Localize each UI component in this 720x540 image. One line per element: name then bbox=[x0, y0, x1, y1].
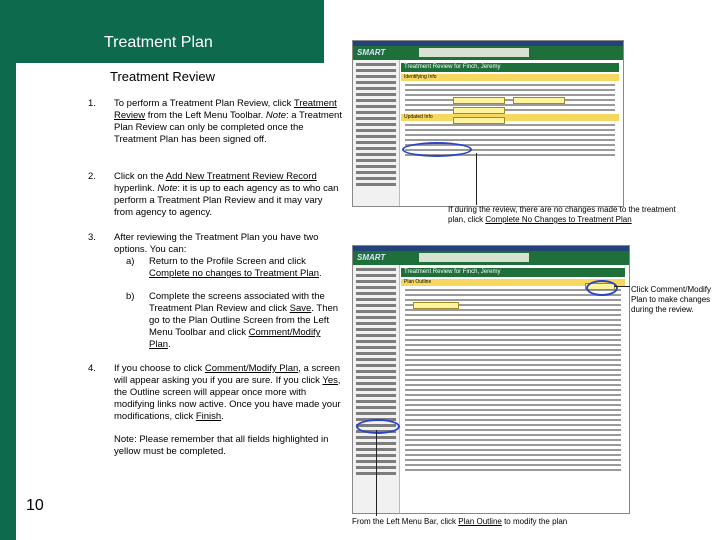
option-b-label: b) bbox=[126, 291, 135, 302]
treatment-review-link[interactable]: Treatment Review bbox=[114, 98, 337, 121]
option-b-text bbox=[149, 291, 344, 351]
complete-no-changes-link[interactable]: Complete no changes to Treatment Plan bbox=[149, 268, 320, 279]
option-b-mid: . Then go to the Plan Outline Screen from the Left Menu Toolbar and click bbox=[149, 303, 339, 338]
comment-modify-plan-link-2[interactable]: Comment/Modify Plan bbox=[204, 363, 299, 374]
pointer-line bbox=[614, 286, 630, 287]
step-3-number: 3. bbox=[88, 232, 96, 243]
step-4-mid: , a screen will appear asking you if you are sure. If you click bbox=[114, 363, 340, 386]
pointer-line bbox=[476, 153, 477, 205]
review-heading: Treatment Review for Finch, Jeremy bbox=[401, 63, 619, 72]
outline-heading: Treatment Review for Finch, Jeremy bbox=[401, 268, 625, 277]
yellow-field[interactable] bbox=[453, 97, 505, 104]
review-no-changes-callout bbox=[448, 205, 678, 225]
callout-outline-post: to modify the plan bbox=[501, 517, 568, 526]
option-b-pre: Complete the screens associated with the Treatment Plan Review and click bbox=[149, 291, 325, 314]
step-2-post: hyperlink. bbox=[114, 183, 158, 194]
slide-title: Treatment Plan bbox=[104, 34, 213, 51]
yellow-field[interactable] bbox=[453, 107, 505, 114]
plan-outline-link[interactable]: Plan Outline bbox=[458, 517, 502, 526]
highlight-oval bbox=[356, 419, 400, 434]
screenshot-header bbox=[353, 46, 623, 60]
step-3-text: After reviewing the Treatment Plan you have two options. You can: bbox=[114, 232, 319, 255]
step-1-note-label: Note bbox=[265, 110, 286, 121]
pointer-line bbox=[376, 430, 377, 516]
header-info-block bbox=[419, 48, 529, 57]
option-a-post: . bbox=[319, 268, 322, 279]
left-menu-toolbar bbox=[353, 60, 400, 206]
step-4-pre: If you choose to click bbox=[114, 363, 205, 374]
callout-review-pre: If during the review, there are no changes made to the treatment plan, click bbox=[448, 205, 676, 224]
treatment-review-screenshot bbox=[352, 40, 624, 207]
step-4-post: . bbox=[221, 411, 224, 422]
yellow-field[interactable] bbox=[513, 97, 565, 104]
modify-plan-callout: Click Comment/Modify Plan to make changes during the review. bbox=[631, 285, 712, 314]
save-link[interactable]: Save bbox=[289, 303, 312, 314]
step-2-note-label: Note bbox=[157, 183, 178, 194]
step-2-note: : it is up to each agency as to who can perform a Treatment Plan Review and it may vary from agency to agency. bbox=[114, 183, 339, 218]
section-title: Treatment Review bbox=[110, 69, 215, 84]
yellow-fields-note: Note: Please remember that all fields highlighted in yellow must be completed. bbox=[114, 434, 329, 457]
step-1-note: : a Treatment Plan Review can only be completed once the Treatment Plan has been signed off. bbox=[114, 110, 342, 145]
step-4-number: 4. bbox=[88, 363, 96, 374]
step-1-post: from the Left Menu Toolbar. bbox=[145, 110, 266, 121]
identifying-info-band: Identifying Info bbox=[401, 74, 619, 81]
step-1-number: 1. bbox=[88, 98, 96, 109]
option-a-label: a) bbox=[126, 256, 135, 267]
page-number: 10 bbox=[26, 497, 44, 514]
option-b-post: . bbox=[168, 339, 171, 350]
yellow-field[interactable] bbox=[413, 302, 459, 309]
callout-outline-pre: From the Left Menu Bar, click bbox=[352, 517, 459, 526]
header-info-block bbox=[419, 253, 529, 262]
left-accent-band bbox=[0, 0, 16, 540]
step-4-text bbox=[114, 363, 344, 423]
review-panel bbox=[401, 63, 619, 202]
smart-logo: SMART bbox=[357, 48, 386, 57]
yes-link[interactable]: Yes bbox=[322, 375, 338, 386]
title-band bbox=[16, 0, 324, 63]
highlight-oval bbox=[402, 142, 472, 157]
plan-outline-band: Plan Outline bbox=[401, 279, 625, 286]
option-a-pre: Return to the Profile Screen and click bbox=[149, 256, 306, 267]
step-1-pre: To perform a Treatment Plan Review, click bbox=[114, 98, 294, 109]
highlight-oval bbox=[586, 280, 618, 296]
option-a-text bbox=[149, 256, 344, 280]
plan-outline-callout bbox=[352, 517, 652, 526]
step-2-text bbox=[114, 171, 344, 219]
smart-logo: SMART bbox=[357, 253, 386, 262]
add-review-record-link[interactable]: Add New Treatment Review Record bbox=[165, 171, 317, 182]
step-1-text bbox=[114, 98, 344, 146]
comment-modify-plan-link[interactable]: Comment/Modify Plan bbox=[149, 327, 321, 350]
yellow-field[interactable] bbox=[453, 117, 505, 124]
step-2-pre: Click on the bbox=[114, 171, 166, 182]
finish-link[interactable]: Finish bbox=[195, 411, 222, 422]
complete-no-changes-callout-link[interactable]: Complete No Changes to Treatment Plan bbox=[485, 215, 632, 224]
screenshot-header bbox=[353, 251, 629, 265]
updated-info-band: Updated Info bbox=[401, 114, 619, 121]
step-4-mid2: , the Outline screen will appear once more with modifying links now active. Once you have made your modifications, click bbox=[114, 375, 341, 422]
step-2-number: 2. bbox=[88, 171, 96, 182]
